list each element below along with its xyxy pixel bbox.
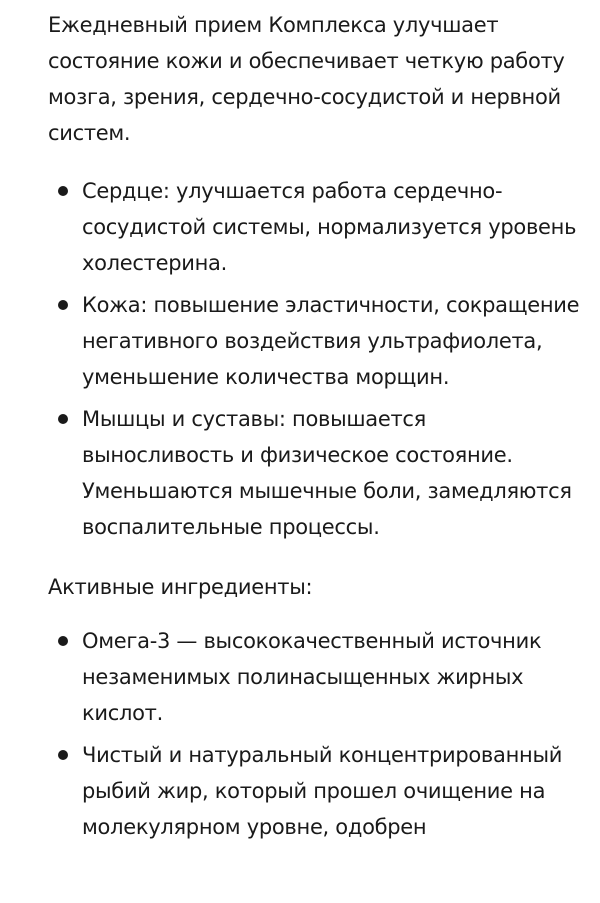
ingredients-list — [48, 623, 580, 845]
ingredient-omega-text: Омега-3 — высококачественный источник незаменимых полинасыщенных жирных кислот. — [82, 629, 542, 725]
list-item — [48, 401, 580, 545]
ingredients-heading: Активные ингредиенты: — [48, 575, 313, 599]
intro-paragraph: Ежедневный прием Комплекса улучшает состояние кожи и обеспечивает четкую работу мозга, зрения, сердечно-сосудистой и нервной систем. — [48, 13, 565, 145]
benefits-list — [48, 173, 580, 545]
list-item — [48, 737, 580, 845]
list-item — [48, 623, 580, 731]
benefit-skin-text: Кожа: повышение эластичности, сокращение негативного воздействия ультрафиолета, уменьшение количества морщин. — [82, 293, 580, 389]
bullet-icon — [58, 300, 68, 310]
bullet-icon — [58, 414, 68, 424]
benefit-muscles-text: Мышцы и суставы: повышается выносливость и физическое состояние. Уменьшаются мышечные боли, замедляются воспалительные процессы. — [82, 407, 572, 539]
bullet-icon — [58, 750, 68, 760]
bullet-icon — [58, 636, 68, 646]
list-item — [48, 173, 580, 281]
list-item — [48, 287, 580, 395]
bullet-icon — [58, 186, 68, 196]
benefit-heart-text: Сердце: улучшается работа сердечно-сосудистой системы, нормализуется уровень холестерина. — [82, 179, 577, 275]
ingredient-fish-oil-text: Чистый и натуральный концентрированный рыбий жир, который прошел очищение на молекулярном уровне, одобрен — [82, 743, 563, 839]
